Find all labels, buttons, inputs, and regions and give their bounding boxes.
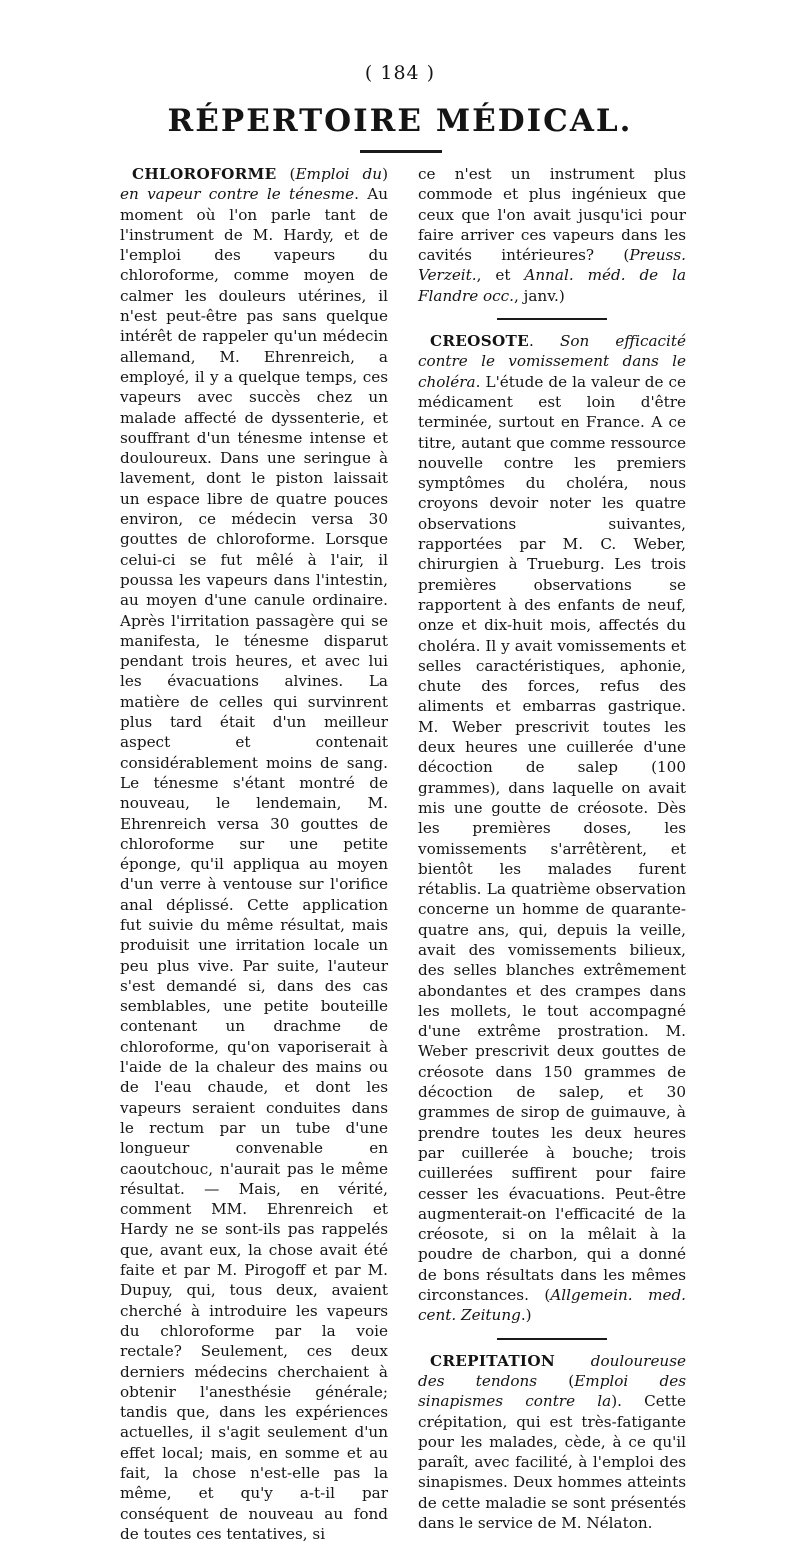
entry-heading: CREPITATION bbox=[430, 1351, 556, 1370]
page-number: ( 184 ) bbox=[364, 62, 436, 84]
source-citation: Allgemein. med. cent. Zeitung bbox=[418, 1286, 687, 1325]
entry-crepitation: CREPITATION douloureuse des tendons (Emploi des sinapismes contre la). Cette crépitation, qui est très-fatigante pour les malades, cède, à ce qu'il paraît, avec facilité, à l'emploi des sinapismes. Deux hommes atteints de cette maladie se sont présentés dans le service de M. Nélaton. bbox=[418, 1351, 686, 1532]
entry-body: . Au moment où l'on parle tant de l'instrument de M. Hardy, et de l'emploi des vapeurs du chloroforme, comme moyen de calmer les douleurs utérines, il n'est peut-être pas sans quelque intérêt de rappeler qu'un médecin allemand, M. Ehrenreich, a employé, il y a quelque temps, ces vapeurs avec succès chez un malade affecté de dyssenterie, et souffrant d'un ténesme intense et douloureux. Dans une seringue à lavement, dont le piston laissait un espace libre de quatre pouces environ, ce médecin versa 30 gouttes de chloroforme. Lorsque celui-ci se fut mêlé à l'air, il poussa les vapeurs dans l'intestin, au moyen d'une canule ordinaire. Après l'irritation passagère qui se manifesta, le ténesme disparut pendant trois heures, et avec lui les évacuations alvines. La matière de celles qui survinrent plus tard était d'un meilleur aspect et contenait considérablement moins de sang. Le ténesme s'étant montré de nouveau, le lendemain, M. Ehrenreich versa 30 gouttes de chloroforme sur une petite éponge, qu'il appliqua au moyen d'un verre à ventouse sur l'orifice anal déplissé. Cette application fut suivie du même résultat, mais produisit une irritation locale un peu plus vive. Par suite, l'auteur s'est demandé si, dans des cas semblables, une petite bouteille contenant un drachme de chloroforme, qu'on vaporiserait à l'aide de la chaleur des mains ou de l'eau chaude, et dont les vapeurs seraient conduites dans le rectum par un tube d'une longueur convenable en caoutchouc, n'aurait pas le même résultat. — Mais, en vérité, comment MM. Ehrenreich et Hardy ne se sont-ils pas rappelés que, avant eux, la chose avait été faite et par M. Pirogoff et par M. Dupuy, qui, tous deux, avaient cherché à introduire les vapeurs du chloroforme par la voie rectale? Seulement, ces deux derniers médecins cherchaient à obtenir l'anesthésie générale; tandis que, dans les expériences actuelles, il s'agit seulement d'un effet local; mais, en somme et au fait, la chose n'est-elle pas la même, et qu'y a-t-il par conséquent de nouveau au fond de toutes ces tentatives, si bbox=[120, 185, 389, 1543]
source-citation: Preuss. Verzeit. bbox=[418, 246, 686, 285]
source-citation: Annal. méd. de la Flandre occ. bbox=[418, 266, 686, 305]
entry-body: . L'étude de la valeur de ce médicament est loin d'être terminée, surtout en France. A ce titre, autant que comme ressource nouvelle contre les premiers symptômes du choléra, nous croyons devoir noter les quatre observations suivantes, rapportées par M. C. Weber, chirurgien à Trueburg. Les trois premières observations se rapportent à des enfants de neuf, onze et dix-huit mois, affectés du choléra. Il y avait vomissements et selles caractéristiques, aphonie, chute des forces, refus des aliments et embarras gastrique. M. Weber prescrivit toutes les deux heures une cuillerée d'une décoction de salep (100 grammes), dans laquelle on avait mis une goutte de créosote. Dès les premières doses, les vomissements s'arrêtèrent, et bientôt les malades furent rétablis. La quatrième observation concerne un homme de quarante-quatre ans, qui, depuis la veille, avait des vomissements bilieux, des selles blanches extrêmement abondantes et des crampes dans les mollets, le tout accompagné d'une extrême prostration. M. Weber prescrivit deux gouttes de créosote dans 150 grammes de décoction de salep, et 30 grammes de sirop de guimauve, à prendre toutes les deux heures par cuillerée à bouche; trois cuillerées suffirent pour faire cesser les évacuations. Peut-être augmenterait-on l'efficacité de la créosote, si on la mêlait à la poudre de charbon, qui a donné de bons résultats dans les mêmes circonstances. ( bbox=[418, 372, 686, 1305]
entry-heading: CHLOROFORME bbox=[132, 165, 277, 183]
entry-subtitle: Emploi du bbox=[295, 165, 383, 183]
left-column bbox=[120, 164, 388, 1544]
entry-body: ). Cette crépitation, qui est très-fatigante pour les malades, cède, à ce qu'il paraît, avec facilité, à l'emploi des sinapismes. Deux hommes atteints de cette maladie se sont présentés dans le service de M. Nélaton. bbox=[418, 1392, 686, 1532]
entry-subtitle: douloureuse des tendons bbox=[418, 1351, 686, 1390]
section-divider bbox=[497, 1338, 607, 1340]
entry-chloroforme: CHLOROFORME (Emploi du) en vapeur contre le ténesme. Au moment où l'on parle tant de l'instrument de M. Hardy, et de l'emploi des vapeurs du chloroforme, comme moyen de calmer les douleurs utérines, il n'est peut-être pas sans quelque intérêt de rappeler qu'un médecin allemand, M. Ehrenreich, a employé, il y a quelque temps, ces vapeurs avec succès chez un malade affecté de dyssenterie, et souffrant d'un ténesme intense et douloureux. Dans une seringue à lavement, dont le piston laissait un espace libre de quatre pouces environ, ce médecin versa 30 gouttes de chloroforme. Lorsque celui-ci se fut mêlé à l'air, il poussa les vapeurs dans l'intestin, au moyen d'une canule ordinaire. Après l'irritation passagère qui se manifesta, le ténesme disparut pendant trois heures, et avec lui les évacuations alvines. La matière de celles qui survinrent plus tard était d'un meilleur aspect et contenait considérablement moins de sang. Le ténesme s'étant montré de nouveau, le lendemain, M. Ehrenreich versa 30 gouttes de chloroforme sur une petite éponge, qu'il appliqua au moyen d'un verre à ventouse sur l'orifice anal déplissé. Cette application fut suivie du même résultat, mais produisit une irritation locale un peu plus vive. Par suite, l'auteur s'est demandé si, dans des cas semblables, une petite bouteille contenant un drachme de chloroforme, qu'on vaporiserait à l'aide de la chaleur des mains ou de l'eau chaude, et dont les vapeurs seraient conduites dans le rectum par un tube d'une longueur convenable en caoutchouc, n'aurait pas le même résultat. — Mais, en vérité, comment MM. Ehrenreich et Hardy ne se sont-ils pas rappelés que, avant eux, la chose avait été faite et par M. Pirogoff et par M. Dupuy, qui, tous deux, avaient cherché à introduire les vapeurs du chloroforme par la voie rectale? Seulement, ces deux derniers médecins cherchaient à obtenir l'anesthésie générale; tandis que, dans les expériences actuelles, il s'agit seulement d'un effet local; mais, en somme et au fait, la chose n'est-elle pas la même, et qu'y a-t-il par conséquent de nouveau au fond de toutes ces tentatives, si bbox=[120, 165, 389, 1543]
entry-subtitle: en vapeur contre le ténesme bbox=[120, 185, 355, 204]
entry-subtitle: Son efficacité contre le vomissement dans le choléra bbox=[418, 332, 686, 391]
page-title: RÉPERTOIRE MÉDICAL. bbox=[167, 103, 633, 139]
entry-continuation: ce n'est un instrument plus commode et plus ingénieux que ceux que l'on avait jusqu'ici pour faire arriver ces vapeurs dans les cavités intérieures? (Preuss. Verzeit., et Annal. méd. de la Flandre occ., janv.) bbox=[418, 165, 686, 305]
entry-body: ce n'est un instrument plus commode et plus ingénieux que ceux que l'on avait jusqu'ici pour faire arriver ces vapeurs dans les cavités intérieures? ( bbox=[418, 165, 686, 265]
entry-heading: CREOSOTE bbox=[430, 332, 529, 351]
title-rule bbox=[360, 150, 442, 153]
right-column bbox=[418, 164, 686, 1533]
section-divider bbox=[497, 318, 607, 320]
entry-subtitle: Emploi des sinapismes contre la bbox=[418, 1371, 686, 1411]
entry-creosote: CREOSOTE. Son efficacité contre le vomissement dans le choléra. L'étude de la valeur de ce médicament est loin d'être terminée, surtout en France. A ce titre, autant que comme ressource nouvelle contre les premiers symptômes du choléra, nous croyons devoir noter les quatre observations suivantes, rapportées par M. C. Weber, chirurgien à Trueburg. Les trois premières observations se rapportent à des enfants de neuf, onze et dix-huit mois, affectés du choléra. Il y avait vomissements et selles caractéristiques, aphonie, chute des forces, refus des aliments et embarras gastrique. M. Weber prescrivit toutes les deux heures une cuillerée d'une décoction de salep (100 grammes), dans laquelle on avait mis une goutte de créosote. Dès les premières doses, les vomissements s'arrêtèrent, et bientôt les malades furent rétablis. La quatrième observation concerne un homme de quarante-quatre ans, qui, depuis la veille, avait des vomissements bilieux, des selles blanches extrêmement abondantes et des crampes dans les mollets, le tout accompagné d'une extrême prostration. M. Weber prescrivit deux gouttes de créosote dans 150 grammes de décoction de salep, et 30 grammes de sirop de guimauve, à prendre toutes les deux heures par cuillerée à bouche; trois cuillerées suffirent pour faire cesser les évacuations. Peut-être augmenterait-on l'efficacité de la créosote, si on la mêlait à la poudre de charbon, qui a donné de bons résultats dans les mêmes circonstances. (Allgemein. med. cent. Zeitung.) bbox=[418, 332, 687, 1325]
